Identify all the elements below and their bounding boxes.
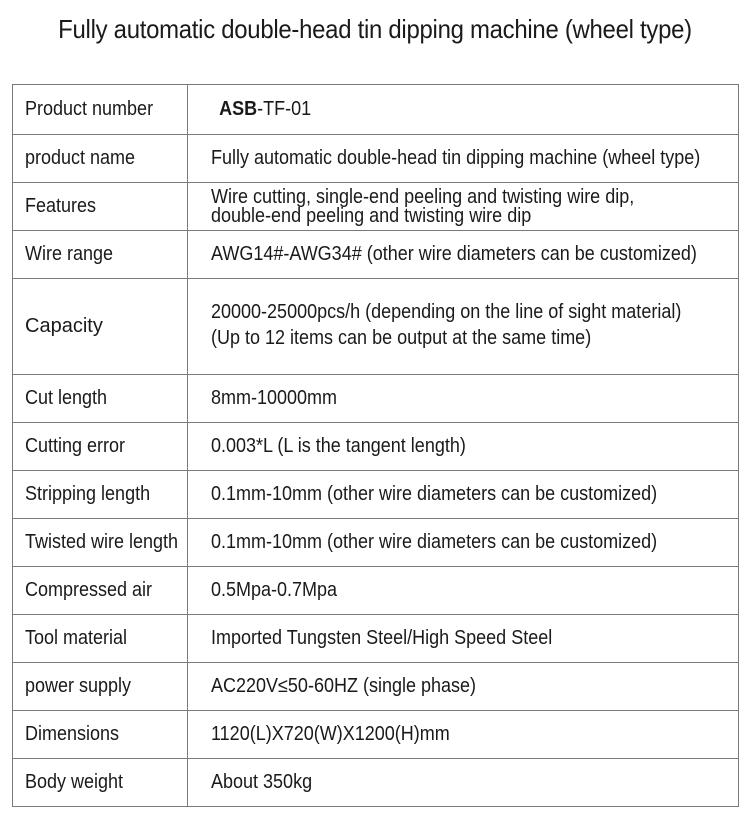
table-row: [13, 663, 739, 711]
features-line-2: double-end peeling and twisting wire dip: [211, 204, 532, 227]
row-value: [188, 85, 739, 135]
row-label: power supply: [13, 663, 188, 711]
row-label: Capacity: [13, 279, 188, 375]
table-row: [13, 759, 739, 807]
row-value: [188, 279, 739, 375]
row-label: Tool material: [13, 615, 188, 663]
features-line-1: Wire cutting, single-end peeling and twisting wire dip,: [211, 185, 635, 208]
table-row: [13, 279, 739, 375]
row-value: Fully automatic double-head tin dipping machine (wheel type): [188, 135, 739, 183]
table-row: [13, 85, 739, 135]
row-value: [188, 183, 739, 231]
row-value: 1120(L)X720(W)X1200(H)mm: [188, 711, 739, 759]
capacity-line-2: (Up to 12 items can be output at the same time): [211, 327, 592, 349]
capacity-line-1: 20000-25000pcs/h (depending on the line of sight material): [211, 301, 682, 323]
row-label: Twisted wire length: [13, 519, 188, 567]
row-label: Dimensions: [13, 711, 188, 759]
table-row: [13, 423, 739, 471]
row-label: Compressed air: [13, 567, 188, 615]
table-row: [13, 615, 739, 663]
table-row: [13, 231, 739, 279]
row-value: About 350kg: [188, 759, 739, 807]
row-label: product name: [13, 135, 188, 183]
row-value: 8mm-10000mm: [188, 375, 739, 423]
row-value: AC220V≤50-60HZ (single phase): [188, 663, 739, 711]
row-label: Cutting error: [13, 423, 188, 471]
row-label: Cut length: [13, 375, 188, 423]
product-number-prefix: ASB: [219, 98, 258, 120]
row-value: 0.1mm-10mm (other wire diameters can be customized): [188, 519, 739, 567]
page-title: Fully automatic double-head tin dipping machine (wheel type): [58, 14, 692, 44]
table-row: [13, 183, 739, 231]
row-value: Imported Tungsten Steel/High Speed Steel: [188, 615, 739, 663]
product-number-suffix: -TF-01: [257, 98, 312, 120]
table-row: [13, 375, 739, 423]
row-value: AWG14#-AWG34# (other wire diameters can be customized): [188, 231, 739, 279]
row-label: Body weight: [13, 759, 188, 807]
table-row: [13, 135, 739, 183]
row-value: 0.003*L (L is the tangent length): [188, 423, 739, 471]
table-row: [13, 711, 739, 759]
table-row: [13, 567, 739, 615]
row-label: Stripping length: [13, 471, 188, 519]
row-label: Wire range: [13, 231, 188, 279]
row-value: 0.1mm-10mm (other wire diameters can be customized): [188, 471, 739, 519]
row-label: Product number: [13, 85, 188, 135]
table-row: [13, 471, 739, 519]
spec-table: [12, 84, 739, 807]
row-value: 0.5Mpa-0.7Mpa: [188, 567, 739, 615]
table-row: [13, 519, 739, 567]
row-label: Features: [13, 183, 188, 231]
